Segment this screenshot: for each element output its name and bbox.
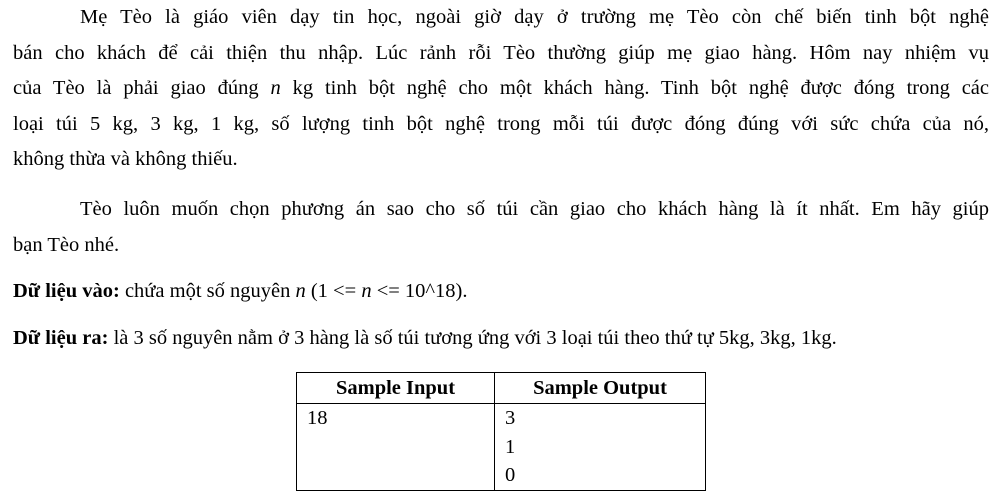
goal-line-2: bạn Tèo nhé. <box>13 233 120 256</box>
variable-n: n <box>270 77 281 99</box>
input-spec-label: Dữ liệu vào: <box>13 280 120 302</box>
sample-table <box>296 372 706 491</box>
intro-line-2: bán cho khách để cải thiện thu nhập. Lúc rảnh rỗi Tèo thường giúp mẹ giao hàng. Hôm nay nhiệm vụ <box>13 41 989 64</box>
intro-line-3 <box>13 71 989 107</box>
sample-output-cell <box>495 404 706 491</box>
input-spec <box>13 274 989 310</box>
sample-table-row <box>297 404 706 491</box>
sample-input-line: 18 <box>307 407 328 429</box>
intro-paragraph <box>13 0 989 178</box>
intro-line-4: loại túi 5 kg, 3 kg, 1 kg, số lượng tinh bột nghệ trong mỗi túi được đóng đúng với sức chứa của nó, <box>13 112 989 135</box>
sample-table-header-row <box>297 373 706 404</box>
output-spec-text: là 3 số nguyên nằm ở 3 hàng là số túi tương ứng với 3 loại túi theo thứ tự 5kg, 3kg, 1kg. <box>108 327 837 349</box>
sample-output-header: Sample Output <box>495 373 706 404</box>
input-spec-var-n-2: n <box>361 280 372 302</box>
intro-line-1: Mẹ Tèo là giáo viên dạy tin học, ngoài giờ dạy ở trường mẹ Tèo còn chế biến tinh bột nghệ <box>80 6 989 28</box>
goal-line-1: Tèo luôn muốn chọn phương án sao cho số túi cần giao cho khách hàng là ít nhất. Em hãy giúp <box>80 198 989 220</box>
sample-input-header: Sample Input <box>297 373 495 404</box>
goal-paragraph <box>13 192 989 263</box>
sample-input-cell <box>297 404 495 491</box>
input-spec-text-before: chứa một số nguyên <box>119 280 296 302</box>
input-spec-var-n: n <box>295 280 306 302</box>
intro-line-3-end: kg tinh bột nghệ cho một khách hàng. Tinh bột nghệ được đóng trong các <box>280 77 989 99</box>
sample-output-line: 3 <box>505 407 516 429</box>
intro-line-5: không thừa và không thiếu. <box>13 148 238 170</box>
intro-line-3-start: của Tèo là phải giao đúng <box>13 77 271 99</box>
output-spec-label: Dữ liệu ra: <box>13 327 109 349</box>
sample-output-line: 1 <box>505 435 516 458</box>
sample-output-line: 0 <box>505 464 516 486</box>
output-spec <box>13 321 989 357</box>
input-spec-text-mid: (1 <= <box>305 280 362 302</box>
input-spec-text-after: <= 10^18). <box>371 280 468 302</box>
